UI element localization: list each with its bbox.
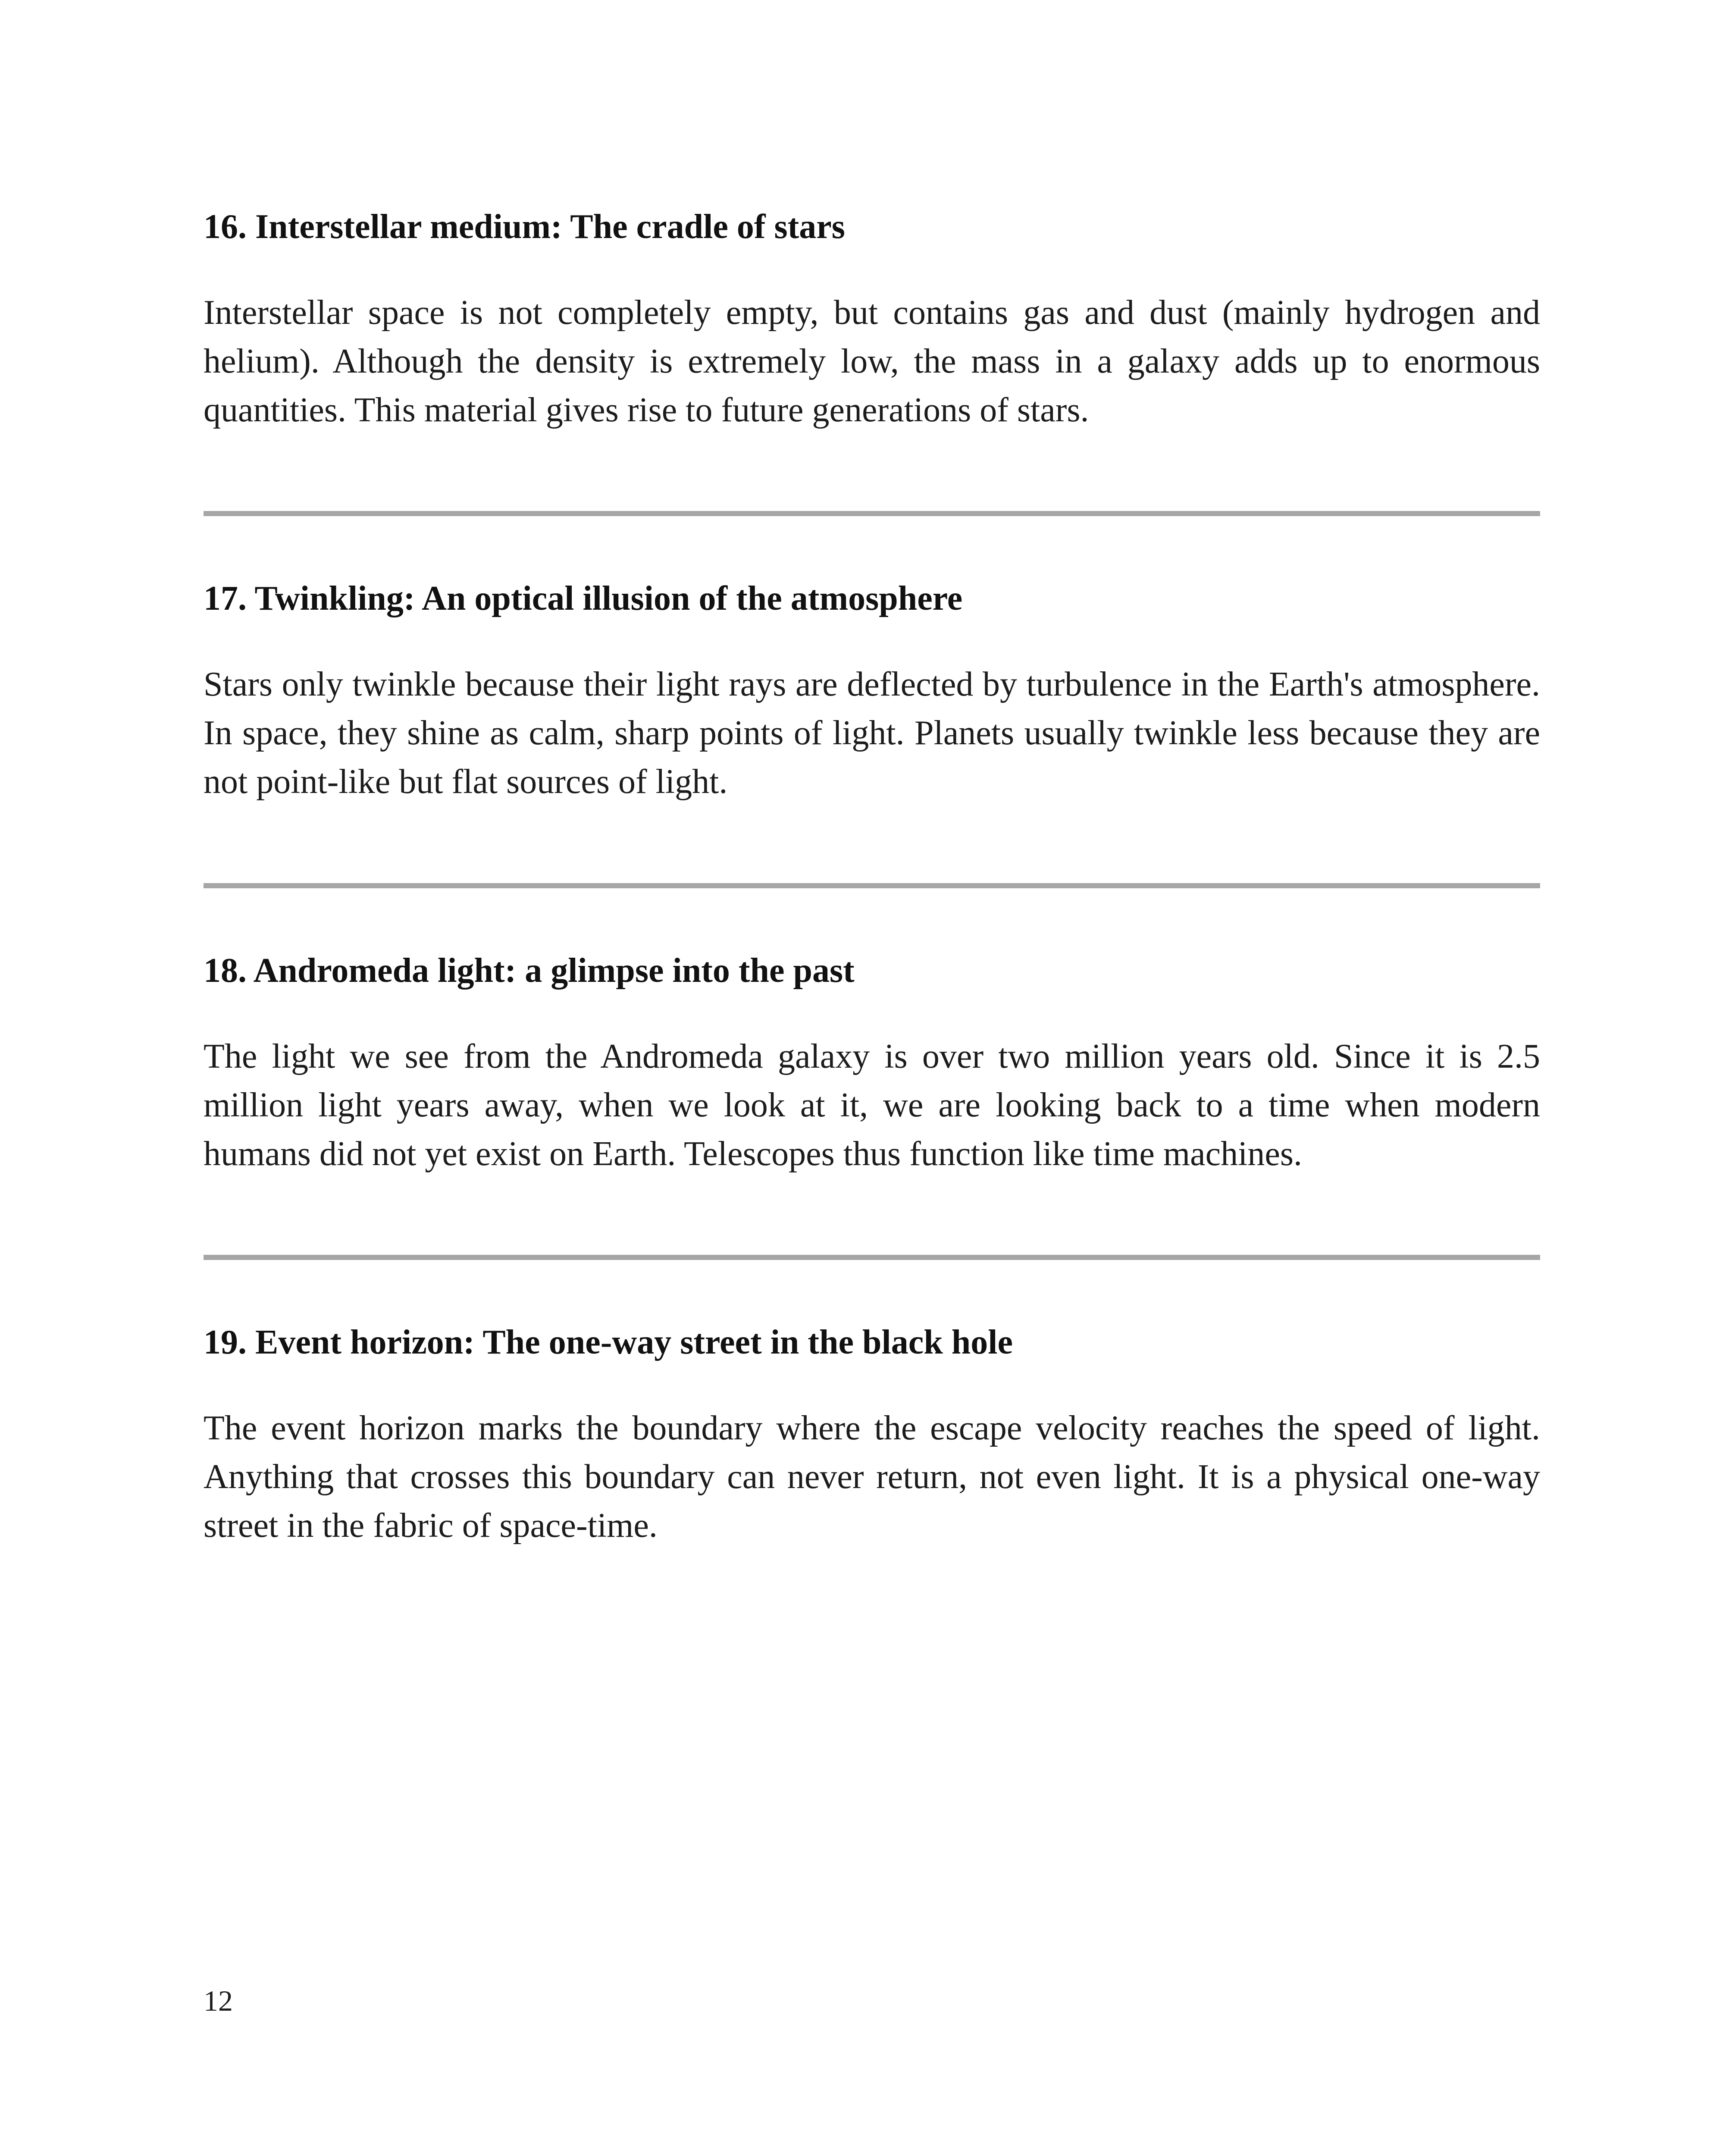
section-divider [204,511,1540,516]
section-twinkling [204,578,1540,806]
section-body: The light we see from the Andromeda galaxy is over two million years old. Since it is 2.5 million light years away, when we look at it, we are looking back to a time when modern humans did not yet exist on Earth. Telescopes thus function like time machines. [204,1037,1540,1173]
section-body: Interstellar space is not completely empty, but contains gas and dust (mainly hydrogen and helium). Although the density is extremely low, the mass in a galaxy adds up to enormous quantities. This material gives rise to future generations of stars. [204,294,1540,429]
section-body: Stars only twinkle because their light rays are deflected by turbulence in the Earth's atmosphere. In space, they shine as calm, sharp points of light. Planets usually twinkle less because they are not point-like but flat sources of light. [204,665,1540,801]
section-event-horizon [204,1322,1540,1550]
page-number: 12 [204,1984,233,2017]
section-body: The event horizon marks the boundary where the escape velocity reaches the speed of light. Anything that crosses this boundary can never return, not even light. It is a physical one-way street in the fabric of space-time. [204,1409,1540,1545]
section-heading: 18. Andromeda light: a glimpse into the past [204,952,855,990]
section-interstellar-medium [204,206,1540,435]
section-heading: 19. Event horizon: The one-way street in the black hole [204,1323,1013,1361]
section-divider [204,1255,1540,1260]
section-andromeda-light [204,950,1540,1178]
section-heading: 17. Twinkling: An optical illusion of the atmosphere [204,580,963,617]
section-divider [204,883,1540,888]
section-heading: 16. Interstellar medium: The cradle of stars [204,208,845,246]
